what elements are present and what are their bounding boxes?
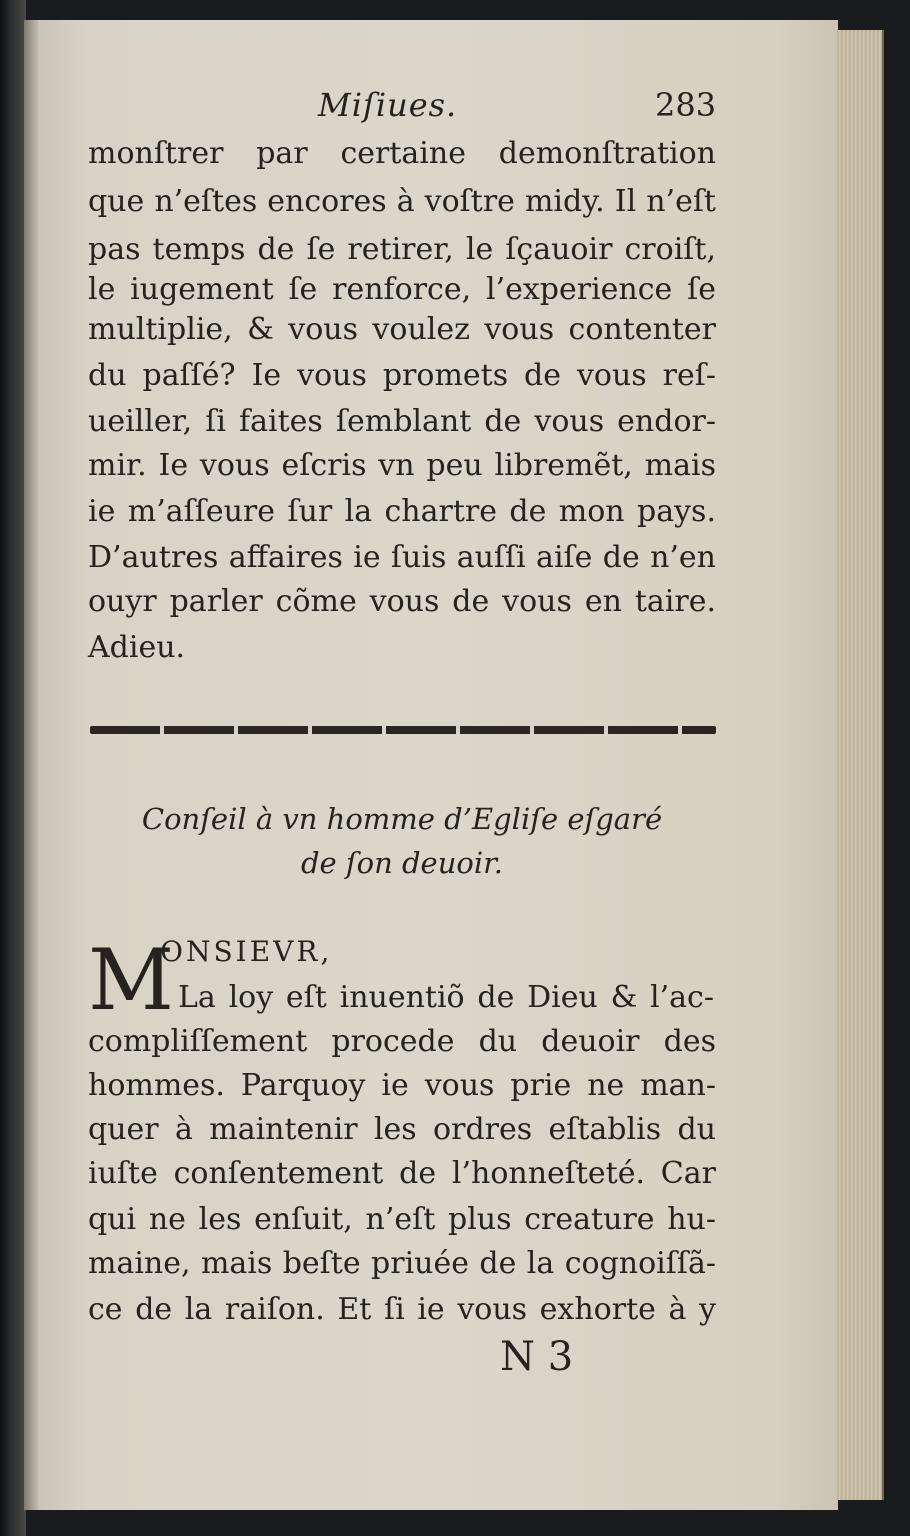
text-line: que n’eſtes encores à voſtre midy. Il n’eſt [88, 184, 716, 219]
text-line: Adieu. [88, 630, 186, 665]
text-line: maine, mais beſte priuée de la cognoiſſã- [88, 1246, 716, 1281]
text-line: ouyr parler cõme vous de vous en taire. [88, 584, 716, 619]
text-line: ueiller, ſi faites ſemblant de vous endor- [88, 404, 716, 439]
text-line: iuſte conſentement de l’honneſteté. Car [88, 1156, 716, 1191]
text-line: du paſſé? Ie vous promets de vous reſ- [88, 358, 716, 393]
text-line: quer à maintenir les ordres eſtablis du [88, 1112, 716, 1147]
page-header [0, 86, 910, 126]
text-line: le iugement ſe renforce, l’experience ſe [88, 272, 716, 307]
signature-mark: N 3 [500, 1334, 574, 1380]
text-line: ie m’aſſeure ſur la chartre de mon pays. [88, 494, 716, 529]
text-line: ce de la raiſon. Et ſi ie vous exhorte à y [88, 1292, 716, 1327]
section-rule [90, 726, 716, 734]
text-line: hommes. Parquoy ie vous prie ne man- [88, 1068, 716, 1103]
text-line: monſtrer par certaine demonſtration [88, 136, 716, 171]
running-head: Miſiues. [318, 86, 458, 124]
page-number: 283 [655, 86, 717, 124]
text-line: mir. Ie vous eſcris vn peu libremẽt, mais [88, 448, 716, 483]
section-title: Conſeil à vn homme d’Egliſe eſgaré [141, 802, 663, 836]
text-line: multiplie, & vous voulez vous contenter [88, 312, 716, 347]
page-fore-edge [836, 30, 884, 1500]
text-line: compliſſement procede du deuoir des [88, 1024, 716, 1059]
text-line: qui ne les enſuit, n’eſt plus creature hu- [88, 1202, 716, 1237]
salutation: ONSIEVR, [160, 935, 333, 968]
book-binding-left [0, 0, 26, 1536]
text-line: pas temps de ſe retirer, le ſçauoir croiſt, [88, 232, 716, 267]
text-line: La loy eſt inuentiõ de Dieu & l’ac- [178, 980, 714, 1015]
section-title-continued: de ſon deuoir. [300, 846, 504, 880]
text-line: D’autres affaires ie ſuis auſſi aiſe de n’en [88, 540, 716, 575]
drop-cap: M [88, 931, 175, 1029]
